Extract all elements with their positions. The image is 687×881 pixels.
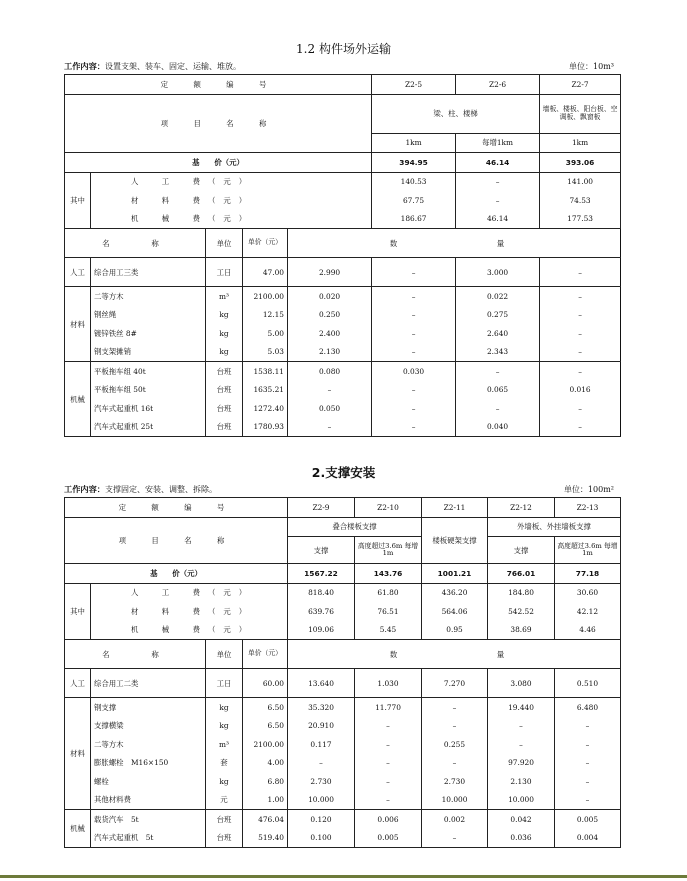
- quota-code: Z2-7: [540, 75, 621, 95]
- quantity-value: –: [555, 717, 621, 736]
- quantity-value: 0.030: [372, 362, 456, 381]
- resource-unit: kg: [206, 772, 243, 791]
- sub-header: 支撑: [488, 537, 555, 564]
- material-cost-value: 564.06: [422, 602, 488, 621]
- resource-unit: 台班: [206, 810, 243, 829]
- resource-price: 1.00: [243, 791, 288, 810]
- resource-name: 膨胀螺栓 M16×150: [91, 754, 206, 773]
- category-machine: 机械: [65, 810, 91, 848]
- material-cost-value: 639.76: [288, 602, 355, 621]
- unit-price-column-header: 单价（元）: [243, 640, 288, 669]
- quantity-value: –: [372, 287, 456, 306]
- item-name-header: 项 目 名 称: [65, 517, 288, 564]
- quantity-value: –: [488, 717, 555, 736]
- group-header-hard-frame: 楼板硬架支撑: [422, 517, 488, 564]
- quantity-value: –: [456, 362, 540, 381]
- quantity-value: 11.770: [355, 698, 422, 717]
- resource-price: 2100.00: [243, 287, 288, 306]
- resource-name: 二等方木: [91, 287, 206, 306]
- labor-cost-label: 人 工 费（元）: [91, 583, 288, 602]
- material-cost-value: 67.75: [372, 191, 456, 210]
- work-content-text: 支撑固定、安装、调整、拆除。: [104, 485, 217, 494]
- resource-name: 汽车式起重机 5t: [91, 829, 206, 848]
- sub-header: 每增1km: [456, 133, 540, 153]
- among-label: 其中: [65, 172, 91, 229]
- resource-unit: 工日: [206, 669, 243, 698]
- resource-price: 47.00: [243, 258, 288, 287]
- labor-cost-value: 141.00: [540, 172, 621, 191]
- quantity-column-header: 数 量: [288, 640, 621, 669]
- resource-name: 镀锌铁丝 8#: [91, 324, 206, 343]
- quantity-value: 0.050: [288, 399, 372, 418]
- name-column-header: 名 称: [65, 229, 206, 258]
- resource-name: 综合用工三类: [91, 258, 206, 287]
- quantity-value: –: [422, 829, 488, 848]
- resource-price: 2100.00: [243, 735, 288, 754]
- quantity-value: 2.990: [288, 258, 372, 287]
- quantity-value: –: [456, 399, 540, 418]
- quantity-value: –: [372, 381, 456, 400]
- resource-price: 6.50: [243, 698, 288, 717]
- resource-price: 5.00: [243, 324, 288, 343]
- section1-title: 1.2 构件场外运输: [296, 42, 391, 56]
- quantity-value: –: [372, 258, 456, 287]
- quantity-value: –: [540, 287, 621, 306]
- quota-code: Z2-13: [555, 498, 621, 518]
- quantity-value: –: [540, 324, 621, 343]
- machine-cost-label: 机 械 费（元）: [91, 210, 372, 229]
- quantity-value: –: [540, 399, 621, 418]
- resource-price: 6.50: [243, 717, 288, 736]
- material-cost-label: 材 料 费（元）: [91, 191, 372, 210]
- resource-price: 60.00: [243, 669, 288, 698]
- quantity-value: 0.022: [456, 287, 540, 306]
- quantity-value: 0.006: [355, 810, 422, 829]
- machine-cost-value: 186.67: [372, 210, 456, 229]
- unit-price-column-header: 单价（元）: [243, 229, 288, 258]
- machine-cost-value: 38.69: [488, 621, 555, 640]
- quota-code: Z2-11: [422, 498, 488, 518]
- work-content-label: 工作内容：: [64, 484, 105, 494]
- quantity-value: 1.030: [355, 669, 422, 698]
- machine-cost-value: 177.53: [540, 210, 621, 229]
- quantity-value: –: [372, 399, 456, 418]
- resource-price: 4.00: [243, 754, 288, 773]
- base-price-value: 1567.22: [288, 564, 355, 584]
- quantity-value: 0.036: [488, 829, 555, 848]
- resource-unit: 台班: [206, 381, 243, 400]
- quota-code: Z2-6: [456, 75, 540, 95]
- quantity-value: –: [288, 381, 372, 400]
- material-cost-value: –: [456, 191, 540, 210]
- quantity-value: –: [540, 343, 621, 362]
- machine-cost-value: 46.14: [456, 210, 540, 229]
- resource-unit: 套: [206, 754, 243, 773]
- resource-price: 6.80: [243, 772, 288, 791]
- quantity-value: 2.640: [456, 324, 540, 343]
- resource-unit: 工日: [206, 258, 243, 287]
- resource-unit: kg: [206, 306, 243, 325]
- group-header-beams: 梁、柱、楼梯: [372, 94, 540, 133]
- quantity-value: 19.440: [488, 698, 555, 717]
- quantity-value: 0.275: [456, 306, 540, 325]
- group-header-slabs: 墙板、楼板、阳台板、空调板、飘窗板: [540, 94, 621, 133]
- quantity-value: –: [372, 343, 456, 362]
- resource-price: 476.04: [243, 810, 288, 829]
- resource-name: 综合用工二类: [91, 669, 206, 698]
- quantity-value: 0.005: [555, 810, 621, 829]
- bottom-border-rule: [0, 875, 687, 878]
- base-price-label: 基 价（元）: [65, 564, 288, 584]
- quantity-value: –: [372, 324, 456, 343]
- quantity-value: 0.016: [540, 381, 621, 400]
- category-labor: 人工: [65, 258, 91, 287]
- resource-unit: kg: [206, 698, 243, 717]
- machine-cost-value: 4.46: [555, 621, 621, 640]
- quantity-value: –: [540, 258, 621, 287]
- resource-price: 519.40: [243, 829, 288, 848]
- quantity-value: 2.343: [456, 343, 540, 362]
- resource-price: 12.15: [243, 306, 288, 325]
- resource-unit: kg: [206, 717, 243, 736]
- quota-number-header: 定 额 编 号: [65, 498, 288, 518]
- machine-cost-value: 109.06: [288, 621, 355, 640]
- quantity-value: –: [555, 772, 621, 791]
- resource-name: 载货汽车 5t: [91, 810, 206, 829]
- material-cost-label: 材 料 费（元）: [91, 602, 288, 621]
- quantity-value: 3.000: [456, 258, 540, 287]
- quantity-value: –: [540, 418, 621, 437]
- quota-code: Z2-9: [288, 498, 355, 518]
- name-column-header: 名 称: [65, 640, 206, 669]
- quantity-value: 0.255: [422, 735, 488, 754]
- resource-unit: 台班: [206, 362, 243, 381]
- resource-price: 5.03: [243, 343, 288, 362]
- labor-cost-value: 61.80: [355, 583, 422, 602]
- quantity-value: 0.120: [288, 810, 355, 829]
- quantity-value: 20.910: [288, 717, 355, 736]
- quantity-value: 97.920: [488, 754, 555, 773]
- among-label: 其中: [65, 583, 91, 640]
- quantity-value: 0.080: [288, 362, 372, 381]
- resource-name: 钢支架摊销: [91, 343, 206, 362]
- labor-cost-value: –: [456, 172, 540, 191]
- base-price-value: 1001.21: [422, 564, 488, 584]
- resource-unit: kg: [206, 343, 243, 362]
- category-material: 材料: [65, 698, 91, 810]
- quantity-value: –: [540, 306, 621, 325]
- base-price-value: 393.06: [540, 153, 621, 173]
- sub-header: 1km: [540, 133, 621, 153]
- resource-price: 1538.11: [243, 362, 288, 381]
- quantity-value: 0.002: [422, 810, 488, 829]
- quantity-value: 0.250: [288, 306, 372, 325]
- material-cost-value: 542.52: [488, 602, 555, 621]
- material-cost-value: 42.12: [555, 602, 621, 621]
- base-price-value: 766.01: [488, 564, 555, 584]
- section1-work-content: [64, 61, 620, 72]
- labor-cost-value: 436.20: [422, 583, 488, 602]
- quantity-value: 0.065: [456, 381, 540, 400]
- quantity-value: –: [355, 791, 422, 810]
- resource-unit: 台班: [206, 829, 243, 848]
- quantity-value: 35.320: [288, 698, 355, 717]
- resource-unit: 台班: [206, 399, 243, 418]
- unit-column-header: 单位: [206, 640, 243, 669]
- quantity-value: –: [355, 735, 422, 754]
- resource-name: 支撑横梁: [91, 717, 206, 736]
- work-content-text: 设置支架、装车、固定、运输、堆放。: [104, 62, 241, 71]
- unit-column-header: 单位: [206, 229, 243, 258]
- quota-code: Z2-12: [488, 498, 555, 518]
- category-machine: 机械: [65, 362, 91, 437]
- quantity-value: –: [355, 754, 422, 773]
- section2-title: 2.支撑安装: [311, 465, 376, 480]
- quantity-value: 0.004: [555, 829, 621, 848]
- quantity-value: –: [288, 754, 355, 773]
- resource-name: 汽车式起重机 16t: [91, 399, 206, 418]
- machine-cost-value: 0.95: [422, 621, 488, 640]
- quantity-value: 7.270: [422, 669, 488, 698]
- quota-number-header: 定 额 编 号: [65, 75, 372, 95]
- sub-header: 高度超过3.6m 每增1m: [355, 537, 422, 564]
- quantity-value: –: [355, 717, 422, 736]
- labor-cost-value: 140.53: [372, 172, 456, 191]
- quantity-value: 0.100: [288, 829, 355, 848]
- quantity-value: –: [372, 418, 456, 437]
- base-price-value: 46.14: [456, 153, 540, 173]
- resource-name: 平板拖车组 50t: [91, 381, 206, 400]
- quantity-value: 0.117: [288, 735, 355, 754]
- quantity-value: –: [422, 754, 488, 773]
- quantity-value: 10.000: [422, 791, 488, 810]
- quantity-value: 2.130: [488, 772, 555, 791]
- category-material: 材料: [65, 287, 91, 362]
- quantity-value: 10.000: [288, 791, 355, 810]
- quota-code: Z2-10: [355, 498, 422, 518]
- resource-name: 其他材料费: [91, 791, 206, 810]
- section1-unit: 单位：10m³: [569, 62, 614, 71]
- labor-cost-value: 30.60: [555, 583, 621, 602]
- resource-price: 1272.40: [243, 399, 288, 418]
- base-price-label: 基 价（元）: [65, 153, 372, 173]
- group-header-wall-panel: 外墙板、外挂墙板支撑: [488, 517, 621, 537]
- resource-name: 二等方木: [91, 735, 206, 754]
- section2-quota-table: [64, 497, 621, 848]
- quantity-value: –: [555, 791, 621, 810]
- quantity-value: 13.640: [288, 669, 355, 698]
- labor-cost-value: 818.40: [288, 583, 355, 602]
- quantity-value: 0.020: [288, 287, 372, 306]
- machine-cost-value: 5.45: [355, 621, 422, 640]
- resource-unit: 台班: [206, 418, 243, 437]
- base-price-value: 394.95: [372, 153, 456, 173]
- quantity-value: –: [355, 772, 422, 791]
- base-price-value: 77.18: [555, 564, 621, 584]
- resource-name: 钢丝绳: [91, 306, 206, 325]
- quantity-value: –: [555, 754, 621, 773]
- resource-unit: kg: [206, 324, 243, 343]
- group-header-composite-slab: 叠合楼板支撑: [288, 517, 422, 537]
- resource-unit: m³: [206, 735, 243, 754]
- quantity-value: 3.080: [488, 669, 555, 698]
- material-cost-value: 76.51: [355, 602, 422, 621]
- machine-cost-label: 机 械 费（元）: [91, 621, 288, 640]
- sub-header: 1km: [372, 133, 456, 153]
- labor-cost-value: 184.80: [488, 583, 555, 602]
- labor-cost-label: 人 工 费（元）: [91, 172, 372, 191]
- resource-price: 1635.21: [243, 381, 288, 400]
- sub-header: 高度超过3.6m 每增1m: [555, 537, 621, 564]
- quantity-column-header: 数 量: [288, 229, 621, 258]
- resource-price: 1780.93: [243, 418, 288, 437]
- section2-unit: 单位：100m²: [563, 485, 614, 494]
- resource-name: 螺栓: [91, 772, 206, 791]
- item-name-header: 项 目 名 称: [65, 94, 372, 153]
- quantity-value: –: [372, 306, 456, 325]
- quantity-value: 2.400: [288, 324, 372, 343]
- section2-work-content: [64, 484, 620, 495]
- resource-name: 汽车式起重机 25t: [91, 418, 206, 437]
- quantity-value: –: [555, 735, 621, 754]
- quantity-value: 0.040: [456, 418, 540, 437]
- quota-code: Z2-5: [372, 75, 456, 95]
- quantity-value: –: [422, 717, 488, 736]
- quantity-value: 0.005: [355, 829, 422, 848]
- quantity-value: 0.510: [555, 669, 621, 698]
- section1-quota-table: [64, 74, 621, 437]
- quantity-value: –: [540, 362, 621, 381]
- resource-unit: m³: [206, 287, 243, 306]
- quantity-value: 6.480: [555, 698, 621, 717]
- resource-unit: 元: [206, 791, 243, 810]
- sub-header: 支撑: [288, 537, 355, 564]
- material-cost-value: 74.53: [540, 191, 621, 210]
- quantity-value: 10.000: [488, 791, 555, 810]
- quantity-value: –: [288, 418, 372, 437]
- quantity-value: 0.042: [488, 810, 555, 829]
- quantity-value: 2.730: [422, 772, 488, 791]
- quantity-value: 2.730: [288, 772, 355, 791]
- category-labor: 人工: [65, 669, 91, 698]
- resource-name: 钢支撑: [91, 698, 206, 717]
- resource-name: 平板拖车组 40t: [91, 362, 206, 381]
- work-content-label: 工作内容：: [64, 61, 105, 71]
- quantity-value: –: [422, 698, 488, 717]
- quantity-value: 2.130: [288, 343, 372, 362]
- base-price-value: 143.76: [355, 564, 422, 584]
- quantity-value: –: [488, 735, 555, 754]
